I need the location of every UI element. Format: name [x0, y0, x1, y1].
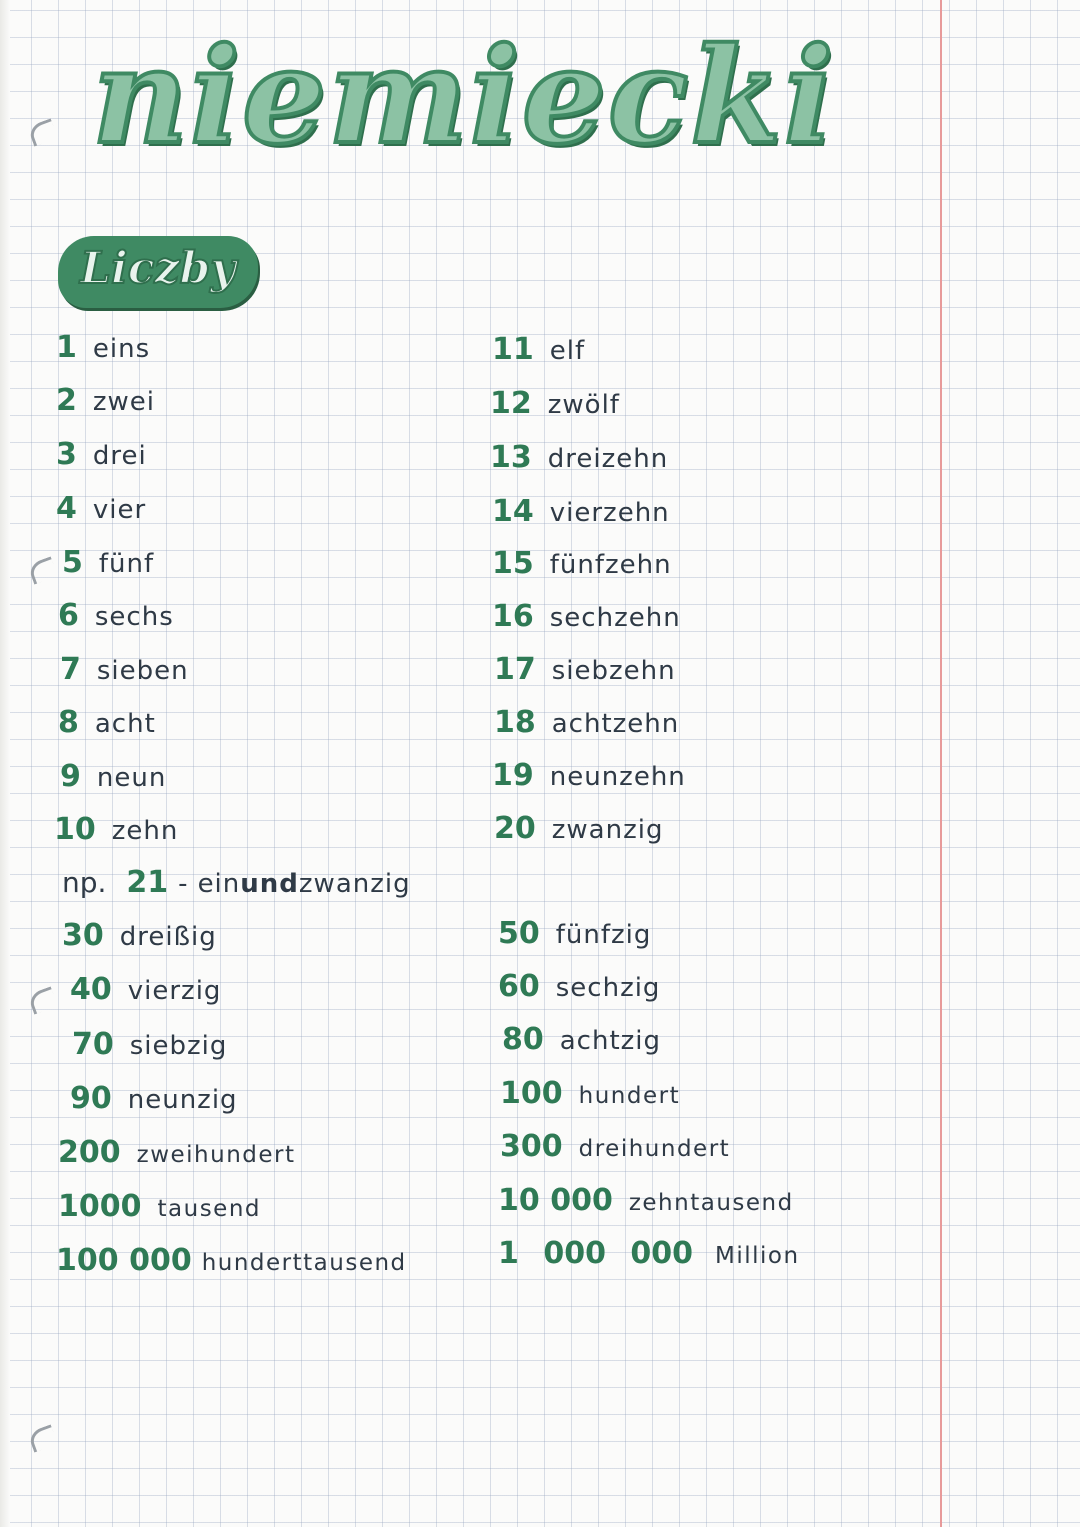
example-word-start: ein — [197, 869, 241, 899]
section-heading: Liczby — [58, 236, 258, 308]
number: 5 — [62, 545, 83, 580]
list-item — [494, 705, 679, 745]
number: 6 — [58, 598, 79, 633]
list-item — [500, 1129, 730, 1169]
list-item — [56, 330, 150, 370]
number: 1 000 000 — [498, 1236, 694, 1271]
number: 1000 — [58, 1189, 142, 1224]
number: 7 — [60, 652, 81, 687]
number: 10 000 — [498, 1183, 613, 1218]
list-item — [490, 440, 668, 480]
list-item — [500, 1076, 680, 1116]
list-item — [498, 1236, 800, 1276]
number-word: neun — [96, 763, 167, 793]
list-item — [494, 811, 663, 851]
number-word: zweihundert — [136, 1142, 296, 1168]
number: 2 — [56, 383, 77, 418]
number-word: fünf — [98, 549, 155, 579]
example-number: 21 — [126, 865, 169, 900]
number: 300 — [500, 1129, 563, 1164]
list-item — [58, 1189, 261, 1229]
list-item — [498, 1183, 794, 1223]
number-word: vier — [92, 495, 147, 525]
number-word: sieben — [96, 656, 189, 686]
number: 18 — [494, 705, 536, 740]
number-word: elf — [549, 336, 586, 366]
list-item — [56, 491, 146, 531]
example-dash: - — [178, 869, 188, 899]
number: 90 — [70, 1081, 112, 1116]
list-item — [58, 705, 156, 745]
list-item — [490, 386, 620, 426]
list-item — [62, 918, 217, 958]
list-item — [60, 652, 189, 692]
number: 40 — [70, 972, 112, 1007]
number-word: hunderttausend — [201, 1250, 407, 1276]
number-word: fünfzehn — [549, 550, 672, 580]
number: 17 — [494, 652, 536, 687]
list-item — [58, 1135, 296, 1175]
list-item — [62, 545, 154, 585]
list-item — [58, 598, 174, 638]
number-word: dreißig — [119, 922, 217, 952]
number-word: siebzig — [129, 1031, 228, 1061]
list-item — [492, 599, 681, 639]
number-word: dreihundert — [578, 1136, 731, 1162]
number: 8 — [58, 705, 79, 740]
list-item — [54, 812, 178, 852]
number: 13 — [490, 440, 532, 475]
number-word: siebzehn — [551, 656, 676, 686]
number-word: zwölf — [547, 390, 620, 420]
example-word-bold: und — [240, 869, 299, 899]
number: 60 — [498, 969, 540, 1004]
number-word: sechs — [94, 602, 174, 632]
number-word: zwanzig — [551, 815, 664, 845]
punch-hole — [27, 556, 58, 584]
number-word: vierzehn — [549, 498, 670, 528]
list-item — [70, 1081, 238, 1121]
number: 20 — [494, 811, 536, 846]
example-word-end: zwanzig — [298, 869, 411, 899]
example-line — [62, 865, 411, 905]
number: 70 — [72, 1027, 114, 1062]
number-word: neunzig — [127, 1085, 238, 1115]
number-word: Million — [715, 1243, 800, 1269]
list-item — [492, 494, 670, 534]
number-word: sechzehn — [549, 603, 681, 633]
number: 30 — [62, 918, 104, 953]
number-word: zehntausend — [628, 1190, 794, 1216]
punch-hole — [27, 1424, 58, 1452]
number-word: fünfzig — [555, 920, 652, 950]
number-word: zwei — [92, 387, 156, 417]
number: 14 — [492, 494, 534, 529]
number: 11 — [492, 332, 534, 367]
number-word: drei — [92, 441, 147, 471]
list-item — [72, 1027, 227, 1067]
list-item — [60, 759, 166, 799]
number: 50 — [498, 916, 540, 951]
number-word: tausend — [157, 1196, 261, 1222]
number: 12 — [490, 386, 532, 421]
number-word: achtzehn — [551, 709, 680, 739]
number-word: neunzehn — [549, 762, 686, 792]
number: 100 — [500, 1076, 563, 1111]
number-word: hundert — [578, 1083, 681, 1109]
number: 200 — [58, 1135, 121, 1170]
list-item — [494, 652, 676, 692]
number: 19 — [492, 758, 534, 793]
number: 15 — [492, 546, 534, 581]
list-item — [502, 1022, 661, 1062]
list-item — [492, 546, 672, 586]
list-item — [498, 969, 660, 1009]
number: 4 — [56, 491, 77, 526]
paper-edge — [0, 0, 10, 1527]
list-item — [70, 972, 221, 1012]
margin-line — [940, 0, 942, 1527]
number: 10 — [54, 812, 96, 847]
number-word: achtzig — [559, 1026, 662, 1056]
number-word: sechzig — [555, 973, 661, 1003]
list-item — [498, 916, 651, 956]
list-item — [492, 332, 585, 372]
number-word: vierzig — [127, 976, 222, 1006]
number: 1 — [56, 330, 77, 365]
number: 9 — [60, 759, 81, 794]
list-item — [56, 437, 147, 477]
number: 100 000 — [56, 1243, 192, 1278]
example-prefix: np. — [62, 866, 107, 899]
number-word: zehn — [111, 816, 179, 846]
number: 16 — [492, 599, 534, 634]
page-title: niemiecki — [92, 19, 836, 174]
list-item — [56, 383, 155, 423]
number-word: acht — [94, 709, 156, 739]
list-item — [492, 758, 686, 798]
punch-hole — [27, 118, 58, 146]
list-item — [56, 1243, 407, 1283]
number: 80 — [502, 1022, 544, 1057]
number-word: eins — [92, 334, 151, 364]
number-word: dreizehn — [547, 444, 669, 474]
punch-hole — [27, 986, 58, 1014]
number: 3 — [56, 437, 77, 472]
